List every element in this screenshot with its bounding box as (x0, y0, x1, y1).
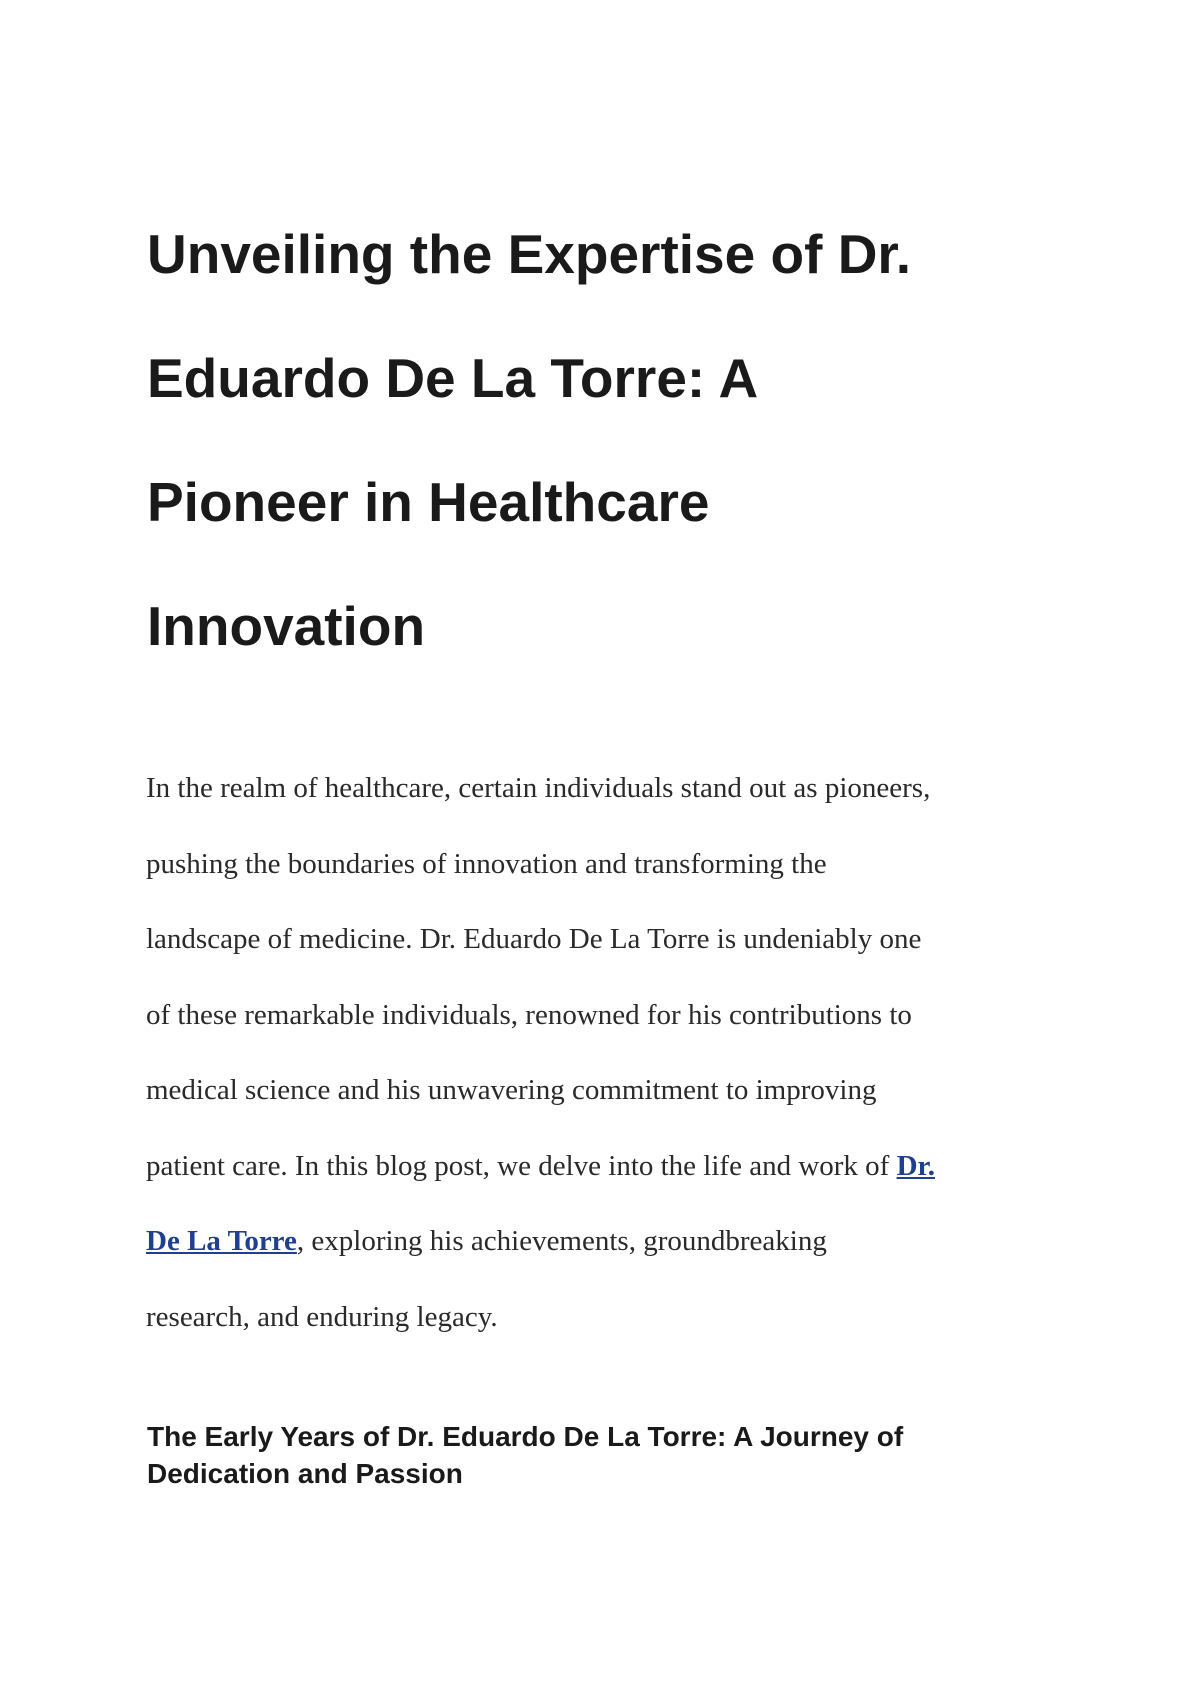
title-line: Unveiling the Expertise of Dr. (147, 223, 912, 285)
title-line: Eduardo De La Torre: A (147, 347, 759, 409)
paragraph-line: medical science and his unwavering commitment to improving (146, 1074, 877, 1106)
article-title (147, 192, 1107, 688)
title-line: Innovation (147, 595, 426, 657)
paragraph-line: pushing the boundaries of innovation and transforming the (146, 847, 827, 880)
section-heading-line: Dedication and Passion (147, 1458, 463, 1489)
paragraph-line: In the realm of healthcare, certain individuals stand out as pioneers, (146, 772, 931, 804)
paragraph-line: landscape of medicine. Dr. Eduardo De La Torre is undeniably one (146, 923, 922, 955)
intro-paragraph (146, 751, 1106, 1355)
paragraph-line (146, 1204, 1106, 1280)
section-heading-line: The Early Years of Dr. Eduardo De La Torre: A Journey of (147, 1421, 904, 1452)
paragraph-line: of these remarkable individuals, renowned for his contributions to (146, 998, 912, 1031)
paragraph-line (146, 1129, 1106, 1205)
paragraph-text: , exploring his achievements, groundbreaking (296, 1225, 827, 1257)
doctor-name-link-part-1[interactable]: Dr. (896, 1149, 935, 1182)
paragraph-line: research, and enduring legacy. (146, 1300, 498, 1333)
section-heading (147, 1418, 1107, 1492)
title-line: Pioneer in Healthcare (147, 471, 710, 533)
doctor-name-link-part-2[interactable]: De La Torre (146, 1225, 297, 1257)
paragraph-text: patient care. In this blog post, we delve into the life and work of (146, 1149, 897, 1182)
